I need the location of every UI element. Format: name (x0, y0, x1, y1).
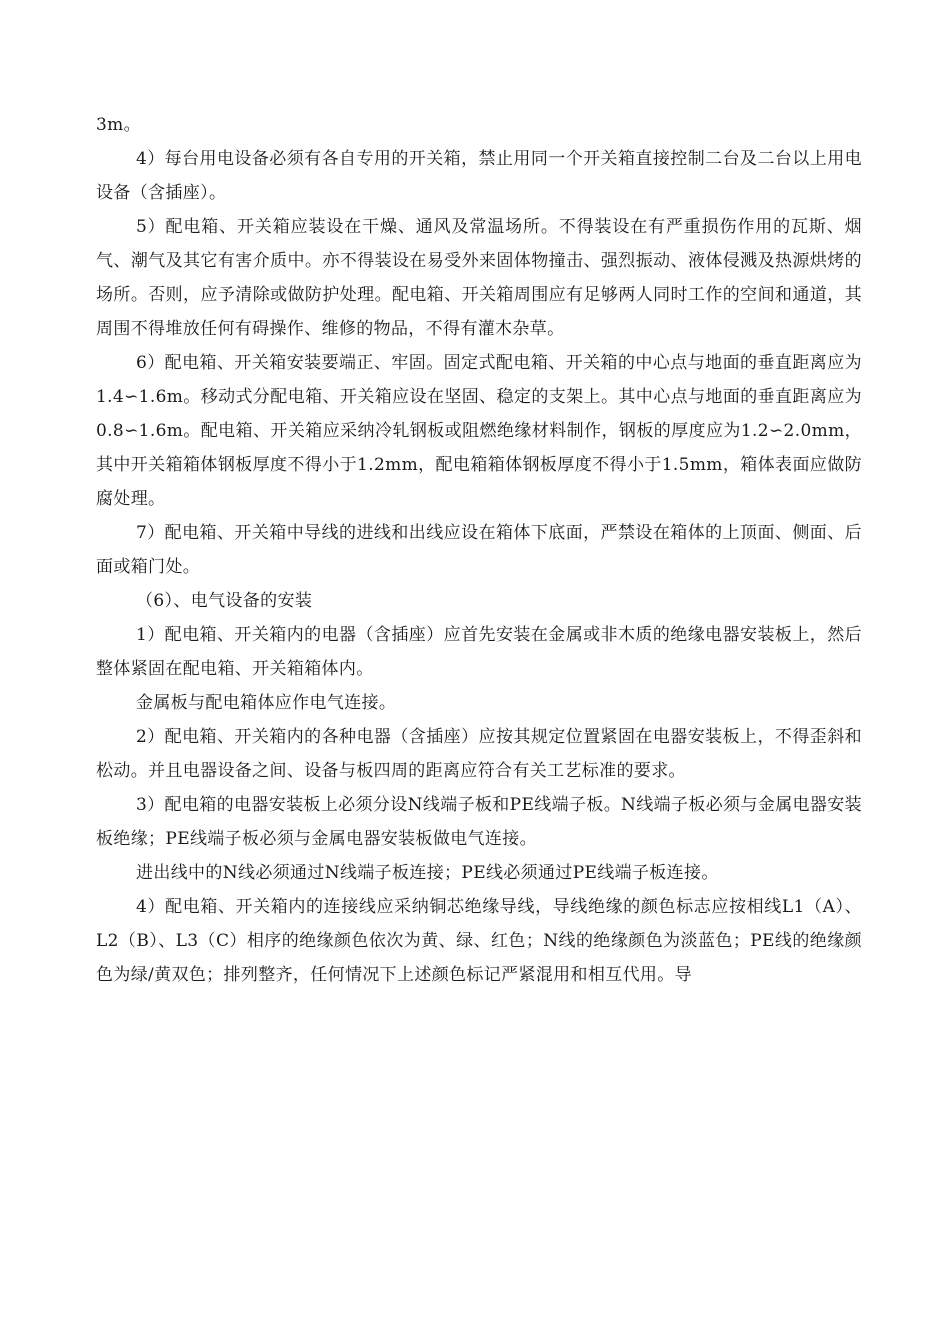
paragraph-terminal-connection: 进出线中的N线必须通过N线端子板连接；PE线必须通过PE线端子板连接。 (136, 863, 719, 883)
paragraph-install-1: 1）配电箱、开关箱内的电器（含插座）应首先安装在金属或非木质的绝缘电器安装板上，然后整体紧固在配电箱、开关箱箱体内。 (96, 625, 862, 679)
paragraph-item-5: 5）配电箱、开关箱应装设在干燥、通风及常温场所。不得装设在有严重损伤作用的瓦斯、烟气、潮气及其它有害介质中。亦不得装设在易受外来固体物撞击、强烈振动、液体侵溅及热源烘烤的场所。否则，应予清除或做防护处理。配电箱、开关箱周围应有足够两人同时工作的空间和通道，其周围不得堆放任何有碍操作、维修的物品，不得有灌木杂草。 (96, 217, 862, 339)
paragraph-metal-plate: 金属板与配电箱体应作电气连接。 (136, 693, 397, 713)
paragraph-item-6: 6）配电箱、开关箱安装要端正、牢固。固定式配电箱、开关箱的中心点与地面的垂直距离应为1.4∽1.6m。移动式分配电箱、开关箱应设在坚固、稳定的支架上。其中心点与地面的垂直距离应为0.8∽1.6m。配电箱、开关箱应采纳冷轧钢板或阻燃绝缘材料制作，钢板的厚度应为1.2∽2.0mm，其中开关箱箱体钢板厚度不得小于1.2mm，配电箱箱体钢板厚度不得小于1.5mm，箱体表面应做防腐处理。 (96, 353, 862, 509)
paragraph-item-7: 7）配电箱、开关箱中导线的进线和出线应设在箱体下底面，严禁设在箱体的上顶面、侧面、后面或箱门处。 (96, 523, 862, 577)
document-page (96, 108, 862, 992)
paragraph-install-4: 4）配电箱、开关箱内的连接线应采纳铜芯绝缘导线，导线绝缘的颜色标志应按相线L1（A）、L2（B）、L3（C）相序的绝缘颜色依次为黄、绿、红色；N线的绝缘颜色为淡蓝色；PE线的绝缘颜色为绿/黄双色；排列整齐，任何情况下上述颜色标记严紧混用和相互代用。导 (96, 897, 862, 985)
section-heading: （6）、电气设备的安装 (136, 591, 313, 611)
paragraph-item-4: 4）每台用电设备必须有各自专用的开关箱，禁止用同一个开关箱直接控制二台及二台以上用电设备（含插座）。 (96, 149, 862, 203)
paragraph-install-3: 3）配电箱的电器安装板上必须分设N线端子板和PE线端子板。N线端子板必须与金属电器安装板绝缘；PE线端子板必须与金属电器安装板做电气连接。 (96, 795, 862, 849)
paragraph-install-2: 2）配电箱、开关箱内的各种电器（含插座）应按其规定位置紧固在电器安装板上，不得歪斜和松动。并且电器设备之间、设备与板四周的距离应符合有关工艺标准的要求。 (96, 727, 862, 781)
paragraph-continuation: 3m。 (96, 115, 141, 135)
